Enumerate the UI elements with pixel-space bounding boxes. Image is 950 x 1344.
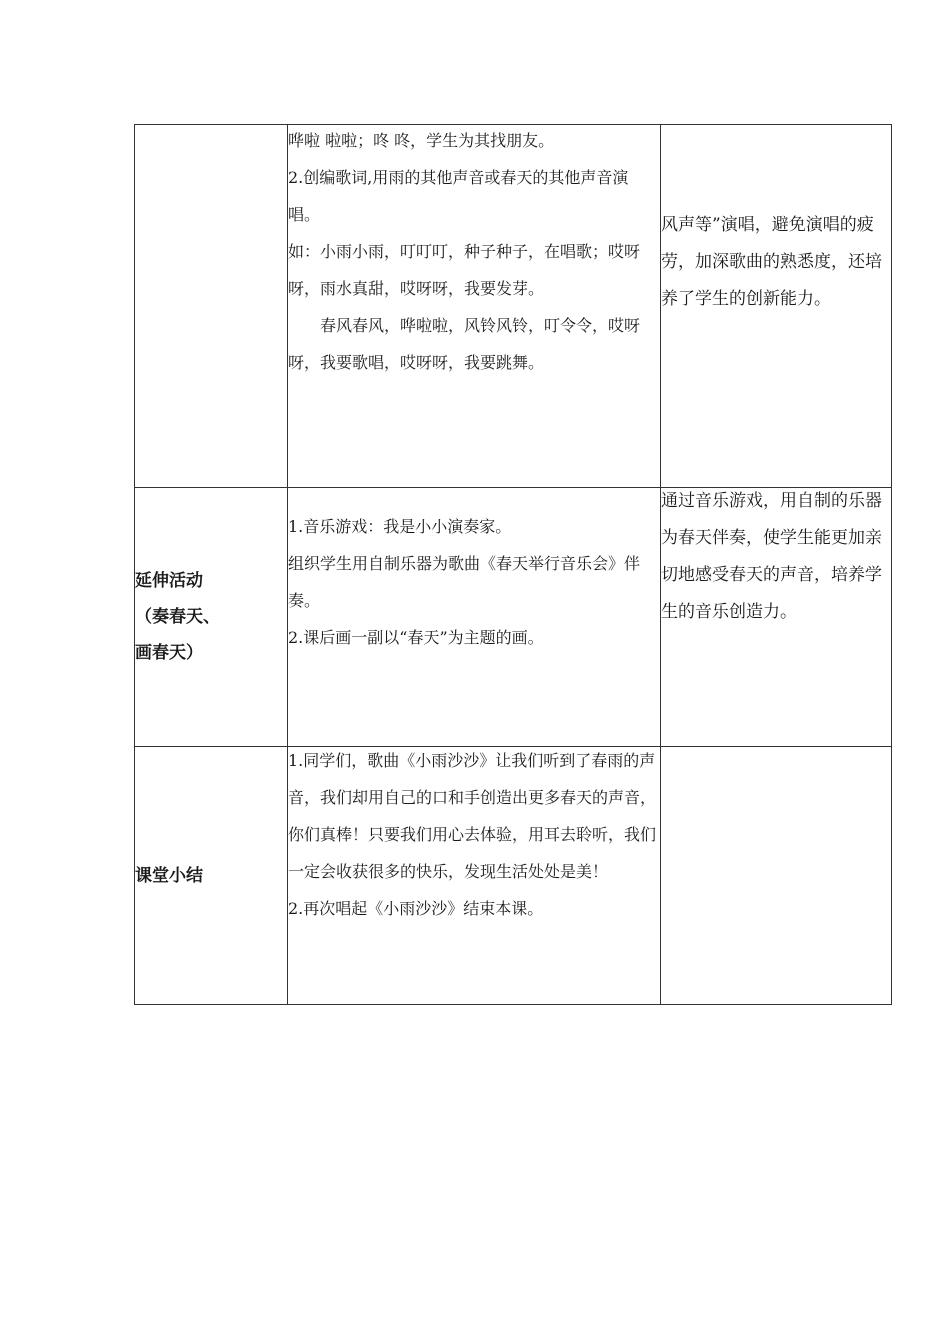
content-paragraph: 2.再次唱起《小雨沙沙》结束本课。 — [288, 899, 544, 918]
content-paragraph: 哗啦 啦啦；咚 咚，学生为其找朋友。 — [288, 131, 555, 150]
design-intent-cell — [661, 747, 892, 1005]
content-paragraph: 春风春风，哗啦啦，风铃风铃，叮令令，哎呀呀，我要歌唱，哎呀呀，我要跳舞。 — [288, 316, 641, 372]
table-row-extension — [135, 488, 892, 747]
table-row-summary — [135, 747, 892, 1005]
lesson-plan-table — [134, 124, 892, 1005]
row-label-cell — [135, 125, 288, 488]
design-intent-cell — [661, 488, 892, 747]
content-paragraph: 2.创编歌词,用雨的其他声音或春天的其他声音演唱。 — [288, 168, 629, 224]
design-intent-text: 风声等”演唱，避免演唱的疲劳，加深歌曲的熟悉度，还培养了学生的创新能力。 — [661, 215, 882, 309]
design-intent-cell — [661, 125, 892, 488]
content-paragraph: 组织学生用自制乐器为歌曲《春天举行音乐会》伴奏。 — [288, 554, 641, 610]
row-label-cell — [135, 747, 288, 1005]
row-label-line: 画春天） — [135, 643, 203, 663]
row-label-line: 课堂小结 — [135, 865, 203, 886]
row-label-line: （奏春天、 — [135, 607, 220, 627]
content-paragraph: 如：小雨小雨，叮叮叮，种子种子，在唱歌；哎呀呀，雨水真甜，哎呀呀，我要发芽。 — [288, 242, 641, 298]
content-paragraph: 1.音乐游戏：我是小小演奏家。 — [288, 517, 512, 536]
design-intent-text: 通过音乐游戏，用自制的乐器为春天伴奏，使学生能更加亲切地感受春天的声音，培养学生的音乐创造力。 — [661, 491, 882, 622]
row-label-line: 延伸活动 — [135, 571, 203, 591]
table-row-singing — [135, 125, 892, 488]
row-label-cell — [135, 488, 288, 747]
activity-content-cell — [288, 747, 661, 1005]
content-paragraph: 1.同学们，歌曲《小雨沙沙》让我们听到了春雨的声音，我们却用自己的口和手创造出更多春天的声音，你们真棒！只要我们用心去体验，用耳去聆听，我们一定会收获很多的快乐，发现生活处处是美！ — [288, 751, 657, 881]
activity-content-cell — [288, 125, 661, 488]
content-paragraph: 2.课后画一副以“春天”为主题的画。 — [288, 628, 544, 647]
activity-content-cell — [288, 488, 661, 747]
